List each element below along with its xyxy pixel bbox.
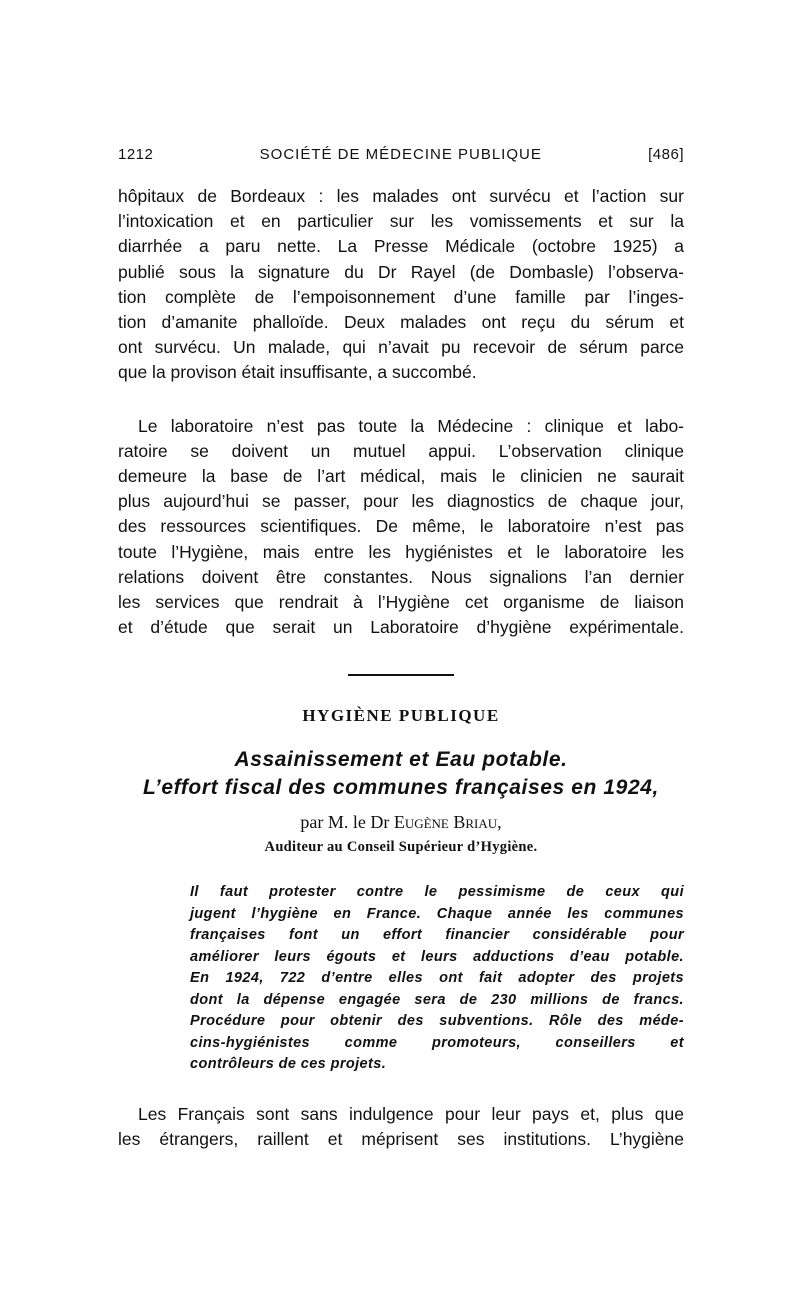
article-title [118, 746, 684, 802]
bracket-page-number: [486] [648, 146, 684, 163]
text-line: publié sous la signature du Dr Rayel (de Dombasle) l’observa- [118, 261, 684, 282]
abstract-line: améliorer leurs égouts et leurs adductions d’eau potable. [190, 948, 684, 965]
text-line: et d’étude que serait un Laboratoire d’hygiène expérimentale. [118, 617, 684, 638]
text-line: que la provison était insuffisante, a succombé. [118, 362, 477, 383]
text-line: toute l’Hygiène, mais entre les hygiénistes et le laboratoire les [118, 541, 684, 562]
section-title: HYGIÈNE PUBLIQUE [302, 706, 500, 726]
text-line: hôpitaux de Bordeaux : les malades ont survécu et l’action sur [118, 186, 684, 206]
article-title-line-2: L’effort fiscal des communes françaises en 1924, [143, 776, 659, 800]
byline [118, 812, 684, 833]
text-line: tion d’amanite phalloïde. Deux malades ont reçu du sérum et [118, 312, 684, 333]
text-line: ratoire se doivent un mutuel appui. L’observation clinique [118, 440, 684, 461]
running-title: SOCIÉTÉ DE MÉDECINE PUBLIQUE [259, 146, 542, 163]
running-head [118, 146, 684, 172]
abstract [190, 882, 684, 1076]
article-title-line-1: Assainissement et Eau potable. [234, 748, 568, 772]
text-line: demeure la base de l’art médical, mais le clinicien ne saurait [118, 466, 684, 487]
text-line: relations doivent être constantes. Nous signalions l’an dernier [118, 566, 684, 587]
author-name: Eugène Briau, [393, 812, 502, 833]
abstract-line: françaises font un effort financier considérable pour [190, 927, 684, 944]
abstract-line: Il faut protester contre le pessimisme de ceux qui [190, 884, 684, 901]
text-line: les étrangers, raillent et méprisent ses institutions. L’hygiène [118, 1129, 684, 1150]
paragraph-2 [118, 414, 684, 641]
text-line: diarrhée a paru nette. La Presse Médicale (octobre 1925) a [118, 236, 684, 257]
abstract-line: jugent l’hygiène en France. Chaque année les communes [190, 905, 684, 922]
paragraph-3 [118, 1102, 684, 1152]
author-affiliation: Auditeur au Conseil Supérieur d’Hygiène. [264, 839, 538, 856]
abstract-line: dont la dépense engagée sera de 230 millions de francs. [190, 991, 684, 1008]
text-line: l’intoxication et en particulier sur les vomissements et sur la [118, 211, 684, 232]
text-line: Les Français sont sans indulgence pour leur pays et, plus que [138, 1103, 684, 1124]
abstract-line: Procédure pour obtenir des subventions. Rôle des méde- [190, 1013, 684, 1030]
text-line: des ressources scientifiques. De même, le laboratoire n’est pas [118, 516, 684, 537]
paragraph-1 [118, 184, 684, 386]
abstract-line: En 1924, 722 d’entre elles ont fait adopter des projets [190, 970, 684, 987]
text-line: plus aujourd’hui se passer, pour les diagnostics de chaque jour, [118, 491, 684, 512]
abstract-line: contrôleurs de ces projets. [190, 1056, 387, 1073]
page-number: 1212 [118, 146, 154, 163]
section-divider [348, 674, 454, 676]
book-page [118, 146, 684, 1152]
text-line: Le laboratoire n’est pas toute la Médecine : clinique et labo- [138, 415, 684, 436]
abstract-line: cins-hygiénistes comme promoteurs, conseillers et [190, 1034, 684, 1051]
text-line: ont survécu. Un malade, qui n’avait pu recevoir de sérum parce [118, 337, 684, 358]
text-line: tion complète de l’empoisonnement d’une famille par l’inges- [118, 286, 684, 307]
byline-prefix: par M. le Dr [300, 812, 390, 833]
text-line: les services que rendrait à l’Hygiène cet organisme de liaison [118, 592, 684, 613]
